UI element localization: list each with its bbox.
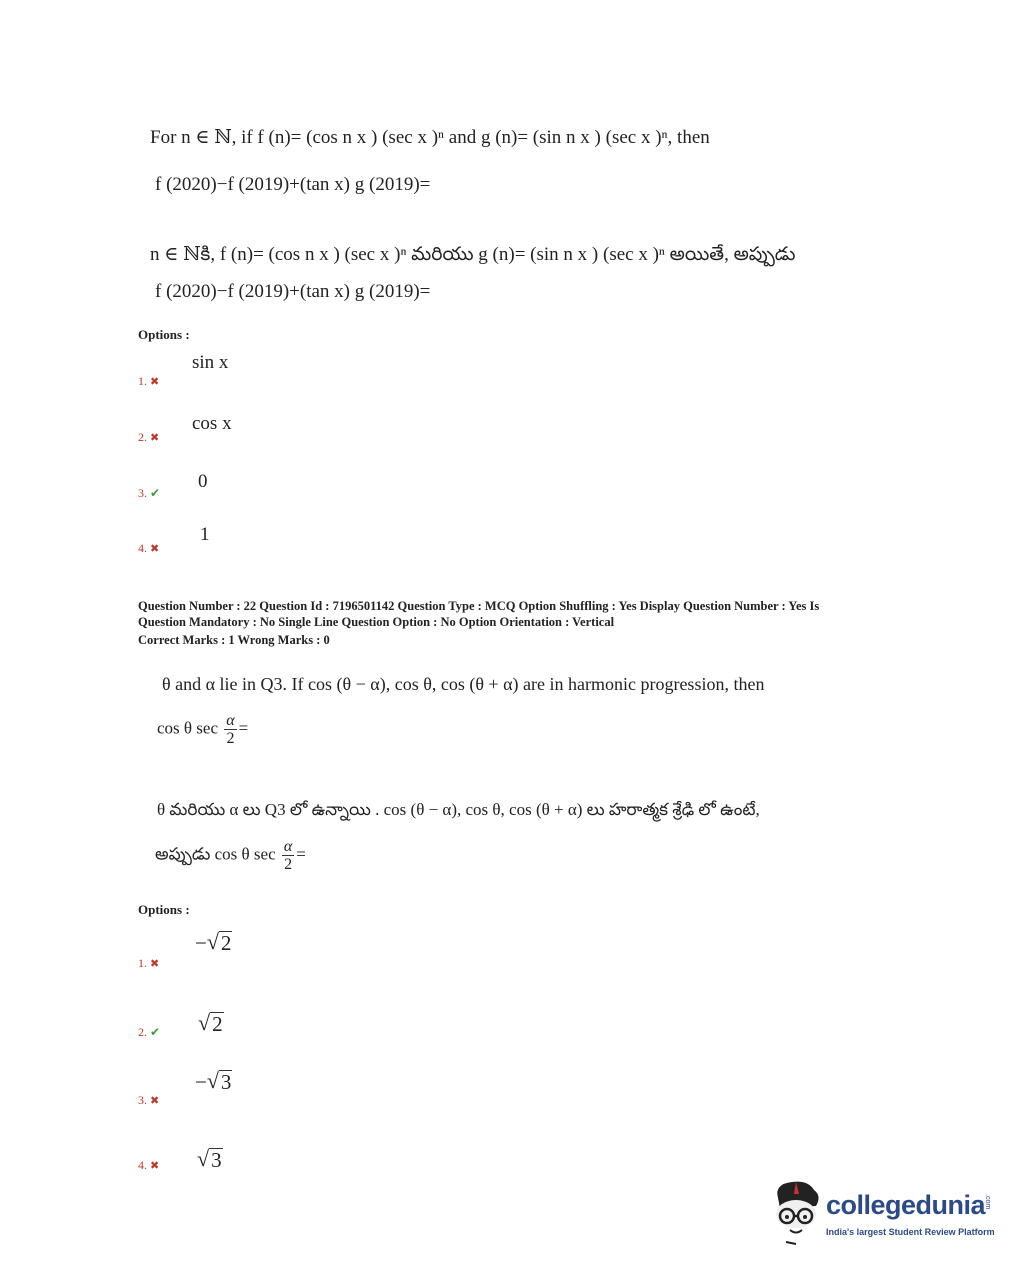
wrong-mark-icon: ✖ — [150, 1095, 160, 1107]
radicand: 2 — [212, 1012, 223, 1036]
q22-options-label: Options : — [138, 902, 190, 917]
correct-check-icon: ✔ — [150, 1025, 161, 1039]
q21-options-label: Options : — [138, 327, 190, 342]
q21-telugu-line2: f (2020)−f (2019)+(tan x) g (2019)= — [155, 281, 431, 302]
fraction-denominator: 2 — [284, 856, 293, 873]
sqrt-icon: √ — [206, 1068, 219, 1093]
wrong-mark-icon: ✖ — [150, 543, 160, 555]
q22-option-1-value — [195, 931, 232, 956]
q22-meta-line3: Correct Marks : 1 Wrong Marks : 0 — [138, 633, 330, 647]
logo-wordmark: collegedunia — [826, 1190, 986, 1220]
wrong-mark-icon: ✖ — [150, 432, 160, 444]
q21-option-2[interactable] — [138, 428, 159, 446]
expression-prefix: అప్పుడు cos θ sec — [155, 844, 276, 864]
q21-english-line2: f (2020)−f (2019)+(tan x) g (2019)= — [155, 174, 431, 195]
sqrt-icon: √ — [206, 929, 219, 954]
q22-english-line1: θ and α lie in Q3. If cos (θ − α), cos θ, cos (θ + α) are in harmonic progression, then — [162, 674, 765, 694]
option-number: 2. — [138, 1025, 147, 1039]
sqrt-icon: √ — [198, 1010, 211, 1035]
q22-english-expression — [157, 712, 248, 747]
fraction-numerator: α — [226, 712, 235, 729]
q21-option-3[interactable] — [138, 484, 160, 502]
alpha-over-2-fraction — [224, 712, 236, 747]
option-number: 3. — [138, 1093, 147, 1107]
option-number: 4. — [138, 541, 147, 555]
q22-option-2[interactable] — [138, 1023, 160, 1041]
q22-telugu-line1: θ మరియు α లు Q3 లో ఉన్నాయి . cos (θ − α), cos θ, cos (θ + α) లు హరాత్మక శ్రేఢి లో ఉంటే, — [157, 800, 760, 819]
fraction-numerator: α — [283, 838, 293, 855]
radicand: 3 — [211, 1148, 222, 1172]
q22-option-4-value — [197, 1135, 223, 1171]
fraction-denominator: 2 — [226, 730, 235, 747]
wrong-mark-icon: ✖ — [150, 958, 160, 970]
equals-sign: = — [238, 718, 249, 738]
q21-english-line1: For n ∈ ℕ, if f (n)= (cos n x ) (sec x )ⁿ and g (n)= (sin n x ) (sec x )ⁿ, then — [150, 127, 710, 148]
logo-tagline: India's largest Student Review Platform — [826, 1227, 995, 1237]
q21-option-4[interactable] — [138, 539, 159, 557]
q21-telugu-line1: n ∈ ℕకి, f (n)= (cos n x ) (sec x )ⁿ మరియు g (n)= (sin n x ) (sec x )ⁿ అయితే, అప్పుడు — [150, 244, 796, 265]
option-number: 3. — [138, 486, 147, 500]
equals-sign: = — [296, 844, 306, 864]
option-number: 2. — [138, 430, 147, 444]
q21-option-4-value: 1 — [200, 524, 210, 545]
expression-prefix: cos θ sec — [157, 718, 219, 738]
alpha-over-2-fraction — [282, 838, 294, 873]
option-number: 4. — [138, 1158, 147, 1172]
radicand: 3 — [220, 1070, 232, 1094]
q22-meta-line1: Question Number : 22 Question Id : 7196501142 Question Type : MCQ Option Shuffling : Yes Display Question Number : Yes Is — [138, 599, 820, 613]
q22-meta-line2: Question Mandatory : No Single Line Question Option : No Option Orientation : Vertical — [138, 615, 615, 629]
option-number: 1. — [138, 374, 147, 388]
q21-option-1-value: sin x — [192, 352, 229, 373]
q22-option-3-value — [195, 1070, 232, 1095]
q21-option-1[interactable] — [138, 372, 159, 390]
q21-option-3-value: 0 — [198, 471, 208, 492]
minus-sign: − — [195, 931, 207, 955]
radicand: 2 — [220, 931, 232, 955]
logo-domain: .com — [984, 1194, 991, 1210]
minus-sign: − — [195, 1070, 207, 1094]
wrong-mark-icon: ✖ — [150, 1160, 160, 1172]
wrong-mark-icon: ✖ — [150, 376, 160, 388]
option-number: 1. — [138, 956, 147, 970]
sqrt-icon: √ — [197, 1146, 210, 1171]
q22-option-1[interactable] — [138, 954, 159, 972]
q21-option-2-value: cos x — [192, 413, 232, 434]
q22-option-4[interactable] — [138, 1156, 159, 1174]
q22-option-2-value — [198, 999, 224, 1035]
correct-check-icon: ✔ — [150, 486, 161, 500]
collegedunia-logo — [768, 1180, 998, 1250]
q22-telugu-expression — [155, 838, 306, 873]
q22-option-3[interactable] — [138, 1091, 159, 1109]
student-mascot-icon — [768, 1180, 826, 1246]
